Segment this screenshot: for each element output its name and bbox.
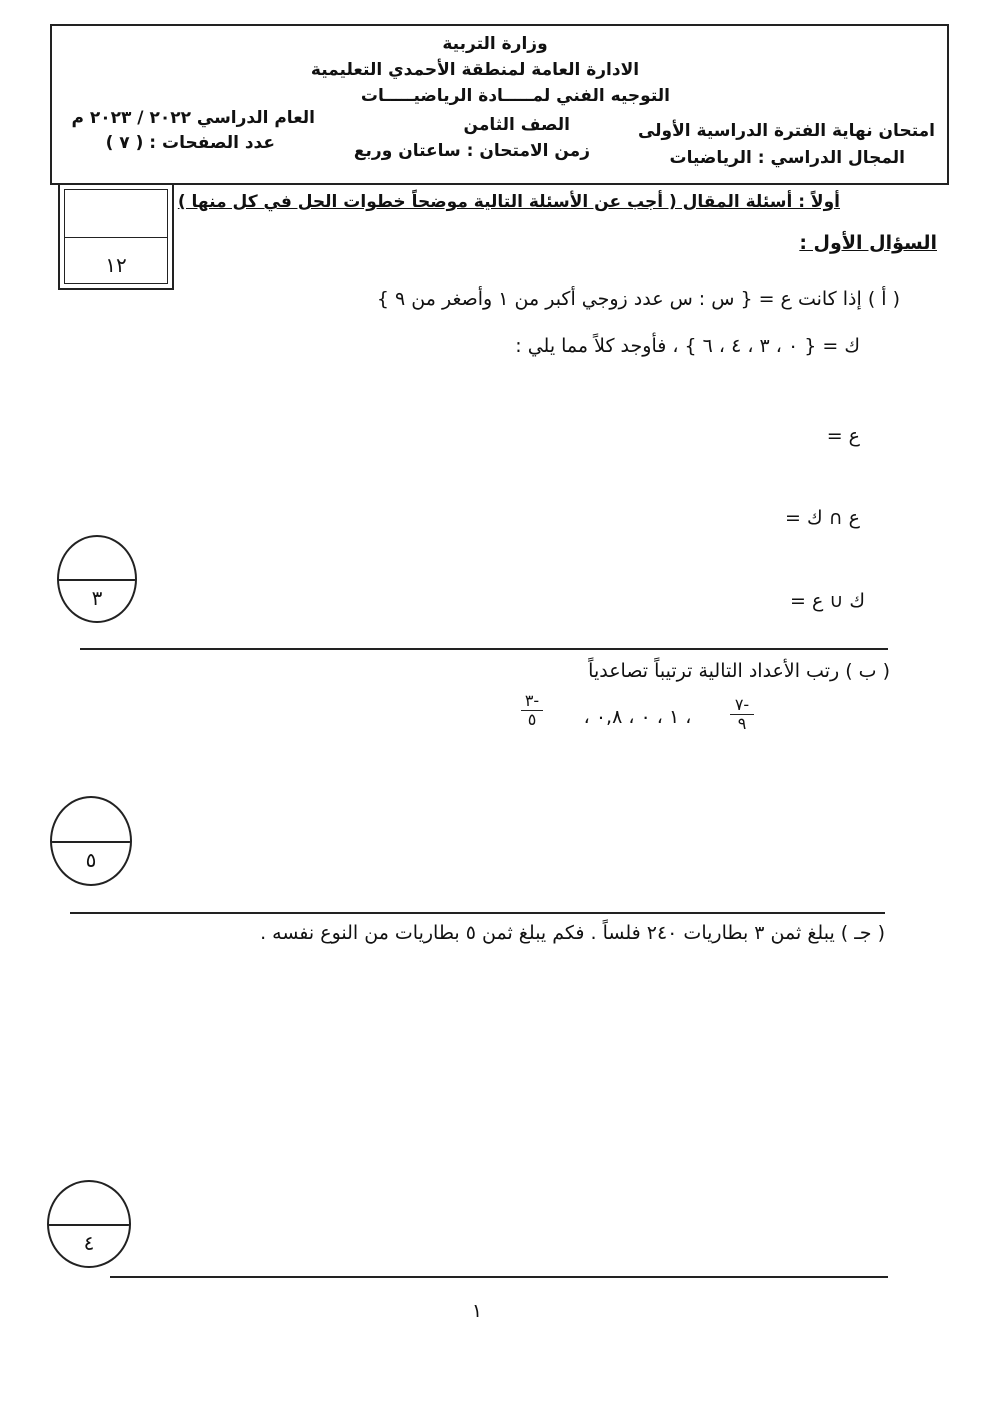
fraction-minus-seven-ninths xyxy=(730,696,754,733)
mark-part-b: ٥ xyxy=(85,847,97,872)
academic-year: العام الدراسي ٢٠٢٢ / ٢٠٢٣ م xyxy=(71,108,315,128)
part-b-statement: ( ب ) رتب الأعداد التالية ترتيباً تصاعدياً xyxy=(588,660,890,682)
grade-label: الصف الثامن xyxy=(463,115,570,135)
numbers-to-order: ، ١ ، ٠ ، ٠,٨ ، xyxy=(583,706,692,728)
answer-union: ك ∪ ع = xyxy=(790,590,865,612)
fraction-numerator: ٧- xyxy=(730,696,754,715)
question-title: السؤال الأول : xyxy=(799,232,937,254)
exam-duration: زمن الامتحان : ساعتان وربع xyxy=(353,141,590,161)
exam-title: امتحان نهاية الفترة الدراسية الأولى xyxy=(637,121,935,141)
part-a-set-k: ك = { ٠ ، ٣ ، ٤ ، ٦ } ، فأوجد كلاً مما يلي : xyxy=(515,335,860,357)
mark-circle-part-c xyxy=(47,1180,131,1268)
supervision-name: التوجيه الفني لمـــــادة الرياضيـــــات xyxy=(360,86,670,106)
part-a-statement: ( أ ) إذا كانت ع = { س : س عدد زوجي أكبر من ١ وأصغر من ٩ } xyxy=(376,288,900,310)
page-count: عدد الصفحات : ( ٧ ) xyxy=(105,133,275,153)
divider-line xyxy=(80,648,888,650)
fraction-denominator: ٥ xyxy=(527,710,537,729)
directorate-name: الادارة العامة لمنطقة الأحمدي التعليمية xyxy=(310,60,640,80)
answer-set-e: ع = xyxy=(826,425,860,447)
total-score: ١٢ xyxy=(105,253,127,277)
fraction-numerator: ٣- xyxy=(521,692,543,711)
answer-intersection: ع ∩ ك = xyxy=(785,507,860,529)
divider-line xyxy=(110,1276,888,1278)
subject-field: المجال الدراسي : الرياضيات xyxy=(669,148,905,168)
ministry-name: وزارة التربية xyxy=(442,34,548,54)
divider-line xyxy=(70,912,885,914)
total-score-box xyxy=(58,183,174,290)
page-number: ١ xyxy=(471,1300,483,1322)
mark-part-a: ٣ xyxy=(91,585,103,610)
section-title: أولاً : أسئلة المقال ( أجب عن الأسئلة التالية موضحاً خطوات الحل في كل منها ) xyxy=(177,192,840,212)
part-c-statement: ( جـ ) يبلغ ثمن ٣ بطاريات ٢٤٠ فلساً . فكم يبلغ ثمن ٥ بطاريات من النوع نفسه . xyxy=(260,922,885,944)
mark-circle-part-a xyxy=(57,535,137,623)
fraction-minus-three-fifths xyxy=(521,692,543,729)
mark-part-c: ٤ xyxy=(83,1230,95,1255)
fraction-denominator: ٩ xyxy=(737,714,747,733)
mark-circle-part-b xyxy=(50,796,132,886)
